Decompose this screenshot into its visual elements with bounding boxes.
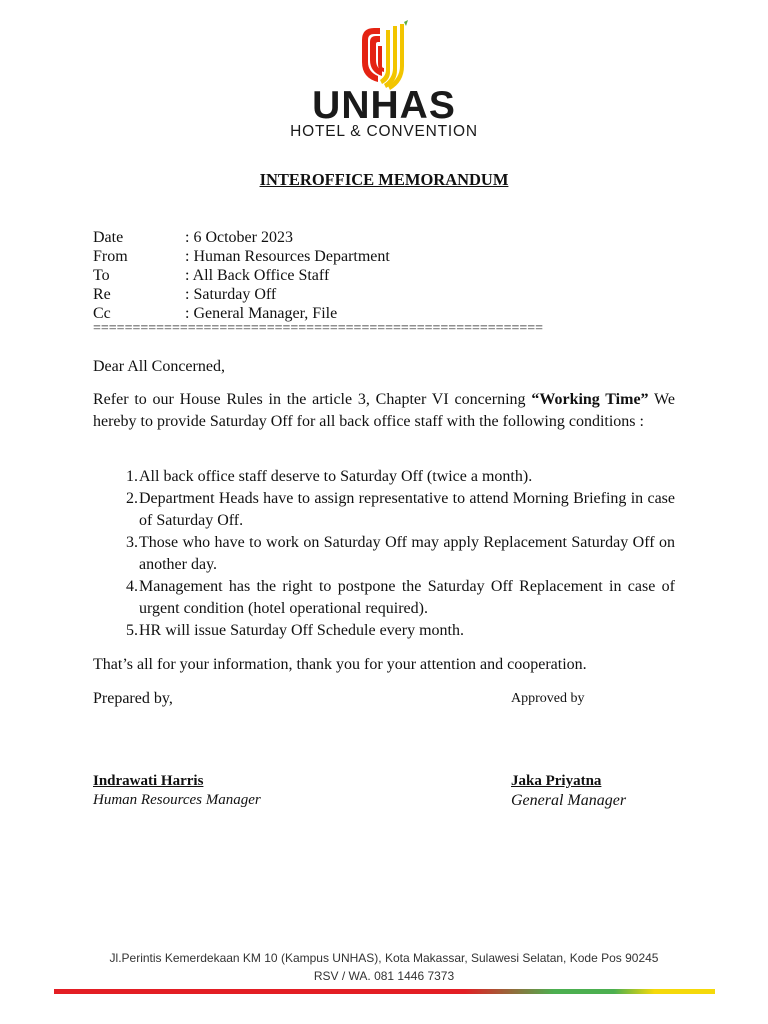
signatory-title: General Manager (511, 792, 627, 809)
list-text: HR will issue Saturday Off Schedule every month. (139, 622, 464, 639)
meta-value: : All Back Office Staff (185, 267, 330, 284)
memo-meta (93, 228, 390, 323)
unhas-logo-icon (356, 20, 412, 90)
footer-bar-green (554, 989, 614, 994)
list-item (93, 488, 675, 532)
greeting: Dear All Concerned, (93, 358, 225, 375)
memo-title: INTEROFFICE MEMORANDUM (259, 170, 509, 189)
list-item (93, 620, 675, 642)
approved-by-label: Approved by (511, 691, 585, 706)
list-number: 4. (126, 578, 138, 595)
closing-paragraph: That’s all for your information, thank you for your attention and cooperation. (93, 656, 587, 673)
meta-row-from (93, 247, 390, 266)
list-item (93, 466, 675, 488)
conditions-list (93, 466, 675, 642)
signatory-name: Jaka Priyatna (511, 773, 602, 789)
intro-emphasis: “Working Time” (531, 391, 649, 408)
meta-label: Cc (93, 305, 111, 322)
meta-row-date (93, 228, 390, 247)
meta-label: To (93, 267, 110, 284)
meta-label: Date (93, 229, 124, 246)
footer-bar-fade (464, 989, 554, 994)
meta-label: From (93, 248, 128, 265)
meta-value: : Human Resources Department (185, 248, 390, 265)
footer-color-bar (54, 989, 715, 994)
list-number: 3. (126, 534, 138, 551)
separator-line: ========================================================= (93, 321, 544, 336)
intro-text: Refer to our House Rules in the article 3, Chapter VI concerning (93, 391, 532, 408)
meta-value: : General Manager, File (185, 305, 338, 322)
meta-row-to (93, 266, 390, 285)
footer-bar-yellow (614, 989, 715, 994)
footer-bar-red (54, 989, 464, 994)
signature-block-left (93, 772, 261, 810)
brand-subtitle: HOTEL & CONVENTION (290, 123, 478, 140)
intro-paragraph (93, 389, 675, 433)
signatory-title: Human Resources Manager (93, 792, 261, 808)
signature-block-right (511, 772, 626, 810)
list-text: Management has the right to postpone the Saturday Off Replacement in case of urgent condition (hotel operational required). (139, 578, 675, 617)
list-number: 5. (126, 622, 138, 639)
intro-text-continued: We hereby to provide Saturday Off for all back office staff with the following conditions : (93, 391, 675, 430)
list-number: 1. (126, 468, 138, 485)
meta-value: : Saturday Off (185, 286, 277, 303)
meta-value: : 6 October 2023 (185, 229, 293, 246)
prepared-by-label: Prepared by, (93, 690, 173, 707)
meta-row-re (93, 285, 390, 304)
list-text: All back office staff deserve to Saturday Off (twice a month). (139, 468, 533, 485)
meta-label: Re (93, 286, 111, 303)
signatory-name: Indrawati Harris (93, 773, 204, 789)
brand-name: UNHAS (312, 84, 456, 127)
list-item (93, 532, 675, 576)
footer-address: Jl.Perintis Kemerdekaan KM 10 (Kampus UNHAS), Kota Makassar, Sulawesi Selatan, Kode Pos 90245 (109, 951, 659, 965)
list-item (93, 576, 675, 620)
list-text: Those who have to work on Saturday Off may apply Replacement Saturday Off on another day. (139, 534, 675, 573)
list-number: 2. (126, 490, 138, 507)
footer-contact: RSV / WA. 081 1446 7373 (313, 969, 455, 983)
list-text: Department Heads have to assign representative to attend Morning Briefing in case of Saturday Off. (139, 490, 675, 529)
